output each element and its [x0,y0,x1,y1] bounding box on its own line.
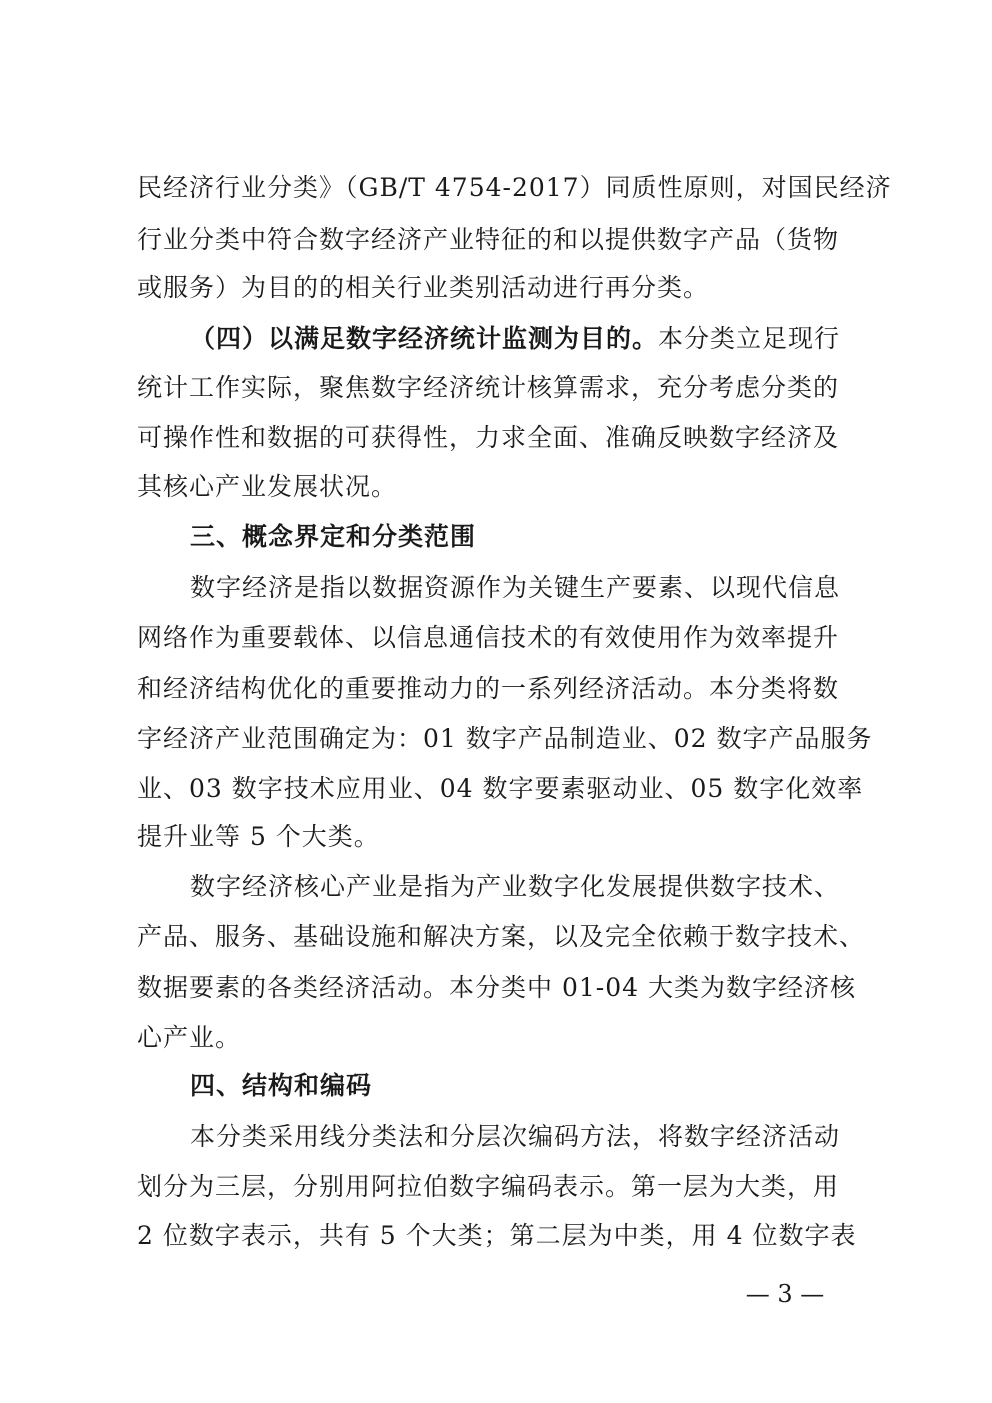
text-line: 网络作为重要载体、以信息通信技术的有效使用作为效率提升 [137,623,840,652]
paragraph-first-line: 数字经济核心产业是指为产业数字化发展提供数字技术、 [190,872,841,901]
text-line: 可操作性和数据的可获得性，力求全面、准确反映数字经济及 [137,423,840,452]
text-run: 本分类立足现行 [658,324,841,353]
text-line: 字经济产业范围确定为：01 数字产品制造业、02 数字产品服务 [137,724,873,753]
section-lead-line [190,319,840,359]
text-line: 业、03 数字技术应用业、04 数字要素驱动业、05 数字化效率 [137,774,864,803]
section-heading: 三、概念界定和分类范围 [190,522,477,551]
paragraph-first-line: 本分类采用线分类法和分层次编码方法，将数字经济活动 [190,1122,841,1151]
page-number: — 3 — [745,1280,825,1308]
text-line: 产品、服务、基础设施和解决方案，以及完全依赖于数字技术、 [137,922,866,951]
text-line: 或服务）为目的的相关行业类别活动进行再分类。 [137,273,710,302]
text-line: 统计工作实际，聚焦数字经济统计核算需求，充分考虑分类的 [137,373,840,402]
text-line: 划分为三层，分别用阿拉伯数字编码表示。第一层为大类，用 [137,1172,840,1201]
section-heading: 四、结构和编码 [190,1071,373,1100]
text-line: 2 位数字表示，共有 5 个大类；第二层为中类，用 4 位数字表 [137,1221,857,1250]
text-line: 和经济结构优化的重要推动力的一系列经济活动。本分类将数 [137,674,840,703]
text-line: 其核心产业发展状况。 [137,472,398,501]
text-line: 提升业等 5 个大类。 [137,822,380,851]
text-line: 数据要素的各类经济活动。本分类中 01-04 大类为数字经济核 [137,973,856,1002]
text-line: 行业分类中符合数字经济产业特征的和以提供数字产品（货物 [137,225,840,254]
subsection-title: （四）以满足数字经济统计监测为目的。 [190,324,659,353]
text-line: 心产业。 [137,1023,242,1052]
text-line: 民经济行业分类》（GB/T 4754-2017）同质性原则，对国民经济 [137,173,892,202]
paragraph-first-line: 数字经济是指以数据资源作为关键生产要素、以现代信息 [190,573,841,602]
